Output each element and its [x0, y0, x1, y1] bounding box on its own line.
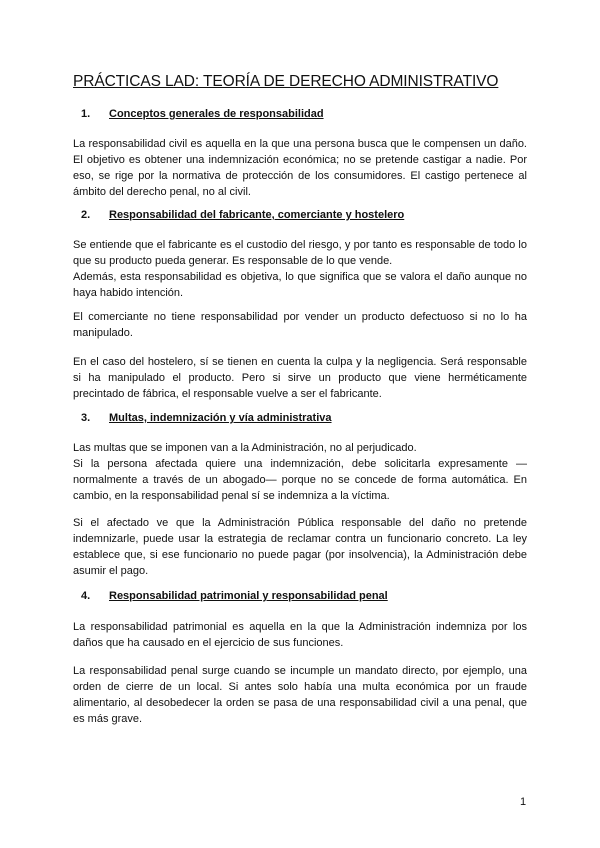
paragraph: En el caso del hostelero, sí se tienen en cuenta la culpa y la negligencia. Será responsable si ha manipulado el producto. Pero si sirve un producto que viene herméticamente precintado de fábrica, el responsable vuelve a ser el fabricante.: [73, 356, 527, 400]
paragraph: Si la persona afectada quiere una indemnización, debe solicitarla expresamente —normalmente a través de un abogado— porque no se concede de forma automática. En cambio, en la responsabilidad penal sí se indemniza a la víctima.: [73, 458, 527, 502]
section-title: Responsabilidad patrimonial y responsabilidad penal: [109, 590, 388, 602]
document-title: PRÁCTICAS LAD: TEORÍA DE DERECHO ADMINISTRATIVO: [73, 73, 499, 90]
section-number: 1.: [81, 108, 91, 120]
section-number: 4.: [81, 590, 91, 602]
section-title: Responsabilidad del fabricante, comerciante y hostelero: [109, 209, 405, 221]
section-heading-2: [81, 209, 404, 221]
section-title: Multas, indemnización y vía administrativa: [109, 412, 332, 424]
section-heading-1: [81, 108, 324, 120]
paragraph: La responsabilidad penal surge cuando se incumple un mandato directo, por ejemplo, una orden de cierre de un local. Si antes solo había una multa económica por un fraude alimentario, al desobedecer la orden se pasa de una responsabilidad civil a una penal, que es más grave.: [73, 665, 527, 725]
section-title: Conceptos generales de responsabilidad: [109, 108, 324, 120]
section-heading-4: [81, 590, 388, 602]
paragraph: La responsabilidad civil es aquella en la que una persona busca que le compensen un daño. El objetivo es obtener una indemnización económica; no se pretende castigar a nadie. Por eso, se rige por la normativa de protección de los consumidores. El castigo pertenece al ámbito del derecho penal, no al civil.: [73, 138, 527, 198]
paragraph: El comerciante no tiene responsabilidad por vender un producto defectuoso si no lo ha manipulado.: [73, 311, 527, 339]
section-heading-3: [81, 412, 332, 424]
paragraph: Se entiende que el fabricante es el custodio del riesgo, y por tanto es responsable de todo lo que su producto pueda generar. Es responsable de lo que vende.: [73, 239, 527, 267]
page-number: 1: [520, 796, 527, 808]
section-number: 3.: [81, 412, 91, 424]
paragraph: Si el afectado ve que la Administración Pública responsable del daño no pretende indemnizarle, puede usar la estrategia de reclamar contra un funcionario concreto. La ley establece que, si ese funcionario no puede pagar (por insolvencia), la Administración debe asumir el pago.: [73, 517, 527, 577]
section-number: 2.: [81, 209, 91, 221]
paragraph: Además, esta responsabilidad es objetiva, lo que significa que se valora el daño aunque no haya habido intención.: [73, 271, 527, 299]
paragraph: Las multas que se imponen van a la Administración, no al perjudicado.: [73, 442, 417, 454]
paragraph: La responsabilidad patrimonial es aquella en la que la Administración indemniza por los daños que ha causado en el ejercicio de sus funciones.: [73, 621, 527, 649]
